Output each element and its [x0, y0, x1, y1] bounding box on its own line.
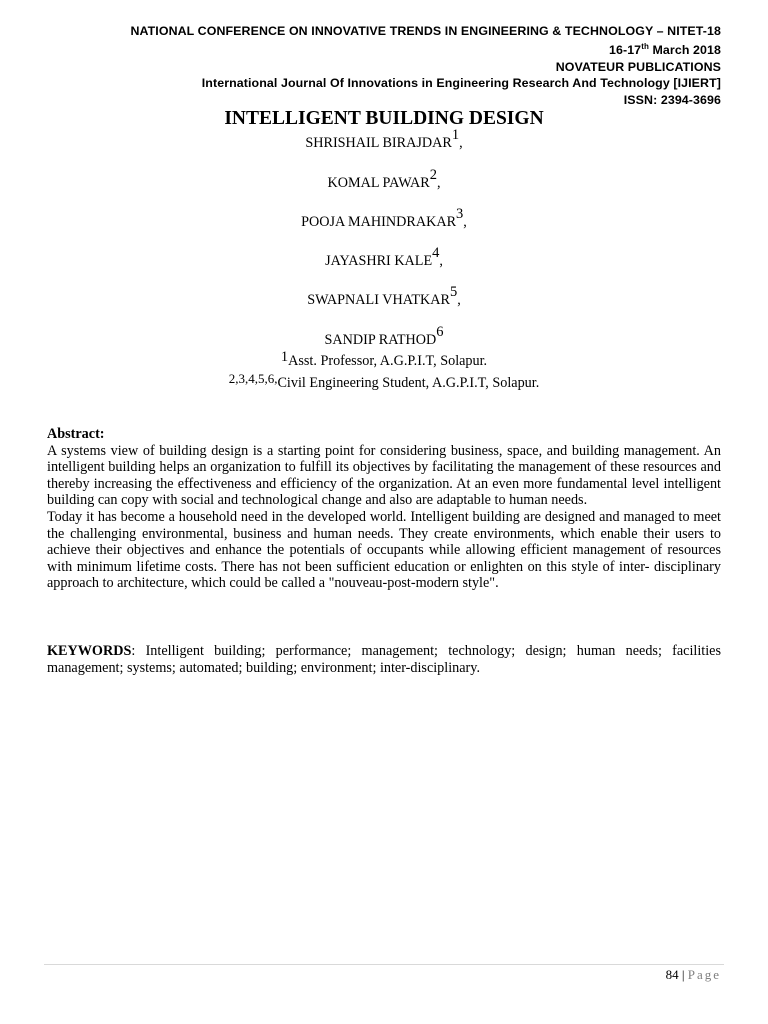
conference-name: NATIONAL CONFERENCE ON INNOVATIVE TRENDS IN ENGINEERING & TECHNOLOGY – NITET-18	[130, 24, 721, 38]
author-6: SANDIP RATHOD$^6$	[324, 324, 444, 348]
keywords-text: : Intelligent building; performance; management; technology; design; human needs; facilities management; systems; automated; building; environment; inter-disciplinary.	[47, 643, 721, 676]
publisher: NOVATEUR PUBLICATIONS	[555, 59, 721, 74]
keywords-section	[47, 643, 721, 676]
author-1: SHRISHAIL BIRAJDAR$^1$,	[305, 127, 463, 151]
paper-title: INTELLIGENT BUILDING DESIGN	[224, 108, 544, 129]
affiliation-2: 2,3,4,5,6,Civil Engineering Student, A.G.P.I.T, Solapur.	[228, 371, 540, 391]
abstract-paragraph-2: Today it has become a household need in the developed world. Intelligent building are designed and managed to meet the challenging environmental, business and human needs. They create environments, which enable their users to achieve their objectives and enhance the potentials of occupants while allowing efficient management of resources with minimum lifetime costs. There has not been sufficient education or enlighten on this style of inter- disciplinary approach to architecture, which could be called a "nouveau-post-modern style".	[47, 508, 721, 592]
author-5: SWAPNALI VHATKAR$^5$,	[307, 284, 461, 308]
journal-name: International Journal Of Innovations in Engineering Research And Technology [IJIERT]	[201, 76, 721, 91]
author-3: POOJA MAHINDRAKAR$^3$,	[301, 206, 467, 230]
page-footer: 84 | Page	[665, 967, 721, 982]
abstract-paragraph-1: A systems view of building design is a starting point for considering business, space, and building management. An intelligent building helps an organization to fulfill its objectives by facilitating the management of these resources and thereby increasing the effectiveness and efficiency of the organization. At an even more fundamental level intelligent building can copy with social and technological change and also are adaptable to human needs.	[47, 442, 721, 509]
author-4: JAYASHRI KALE$^4$,	[325, 245, 443, 269]
affiliation-1: 1Asst. Professor, A.G.P.I.T, Solapur.	[280, 349, 488, 369]
page-label: Page	[687, 967, 721, 982]
footer-divider	[44, 964, 724, 965]
abstract-heading: Abstract:	[47, 426, 105, 442]
keywords-label: KEYWORDS	[47, 643, 132, 659]
author-2: KOMAL PAWAR$^2$,	[327, 167, 441, 191]
issn: ISSN: 2394-3696	[623, 92, 721, 107]
abstract-section	[47, 426, 721, 592]
page-number: 84	[665, 967, 679, 982]
journal-header	[47, 23, 721, 108]
conference-date: 16-17th March 2018	[608, 42, 721, 58]
